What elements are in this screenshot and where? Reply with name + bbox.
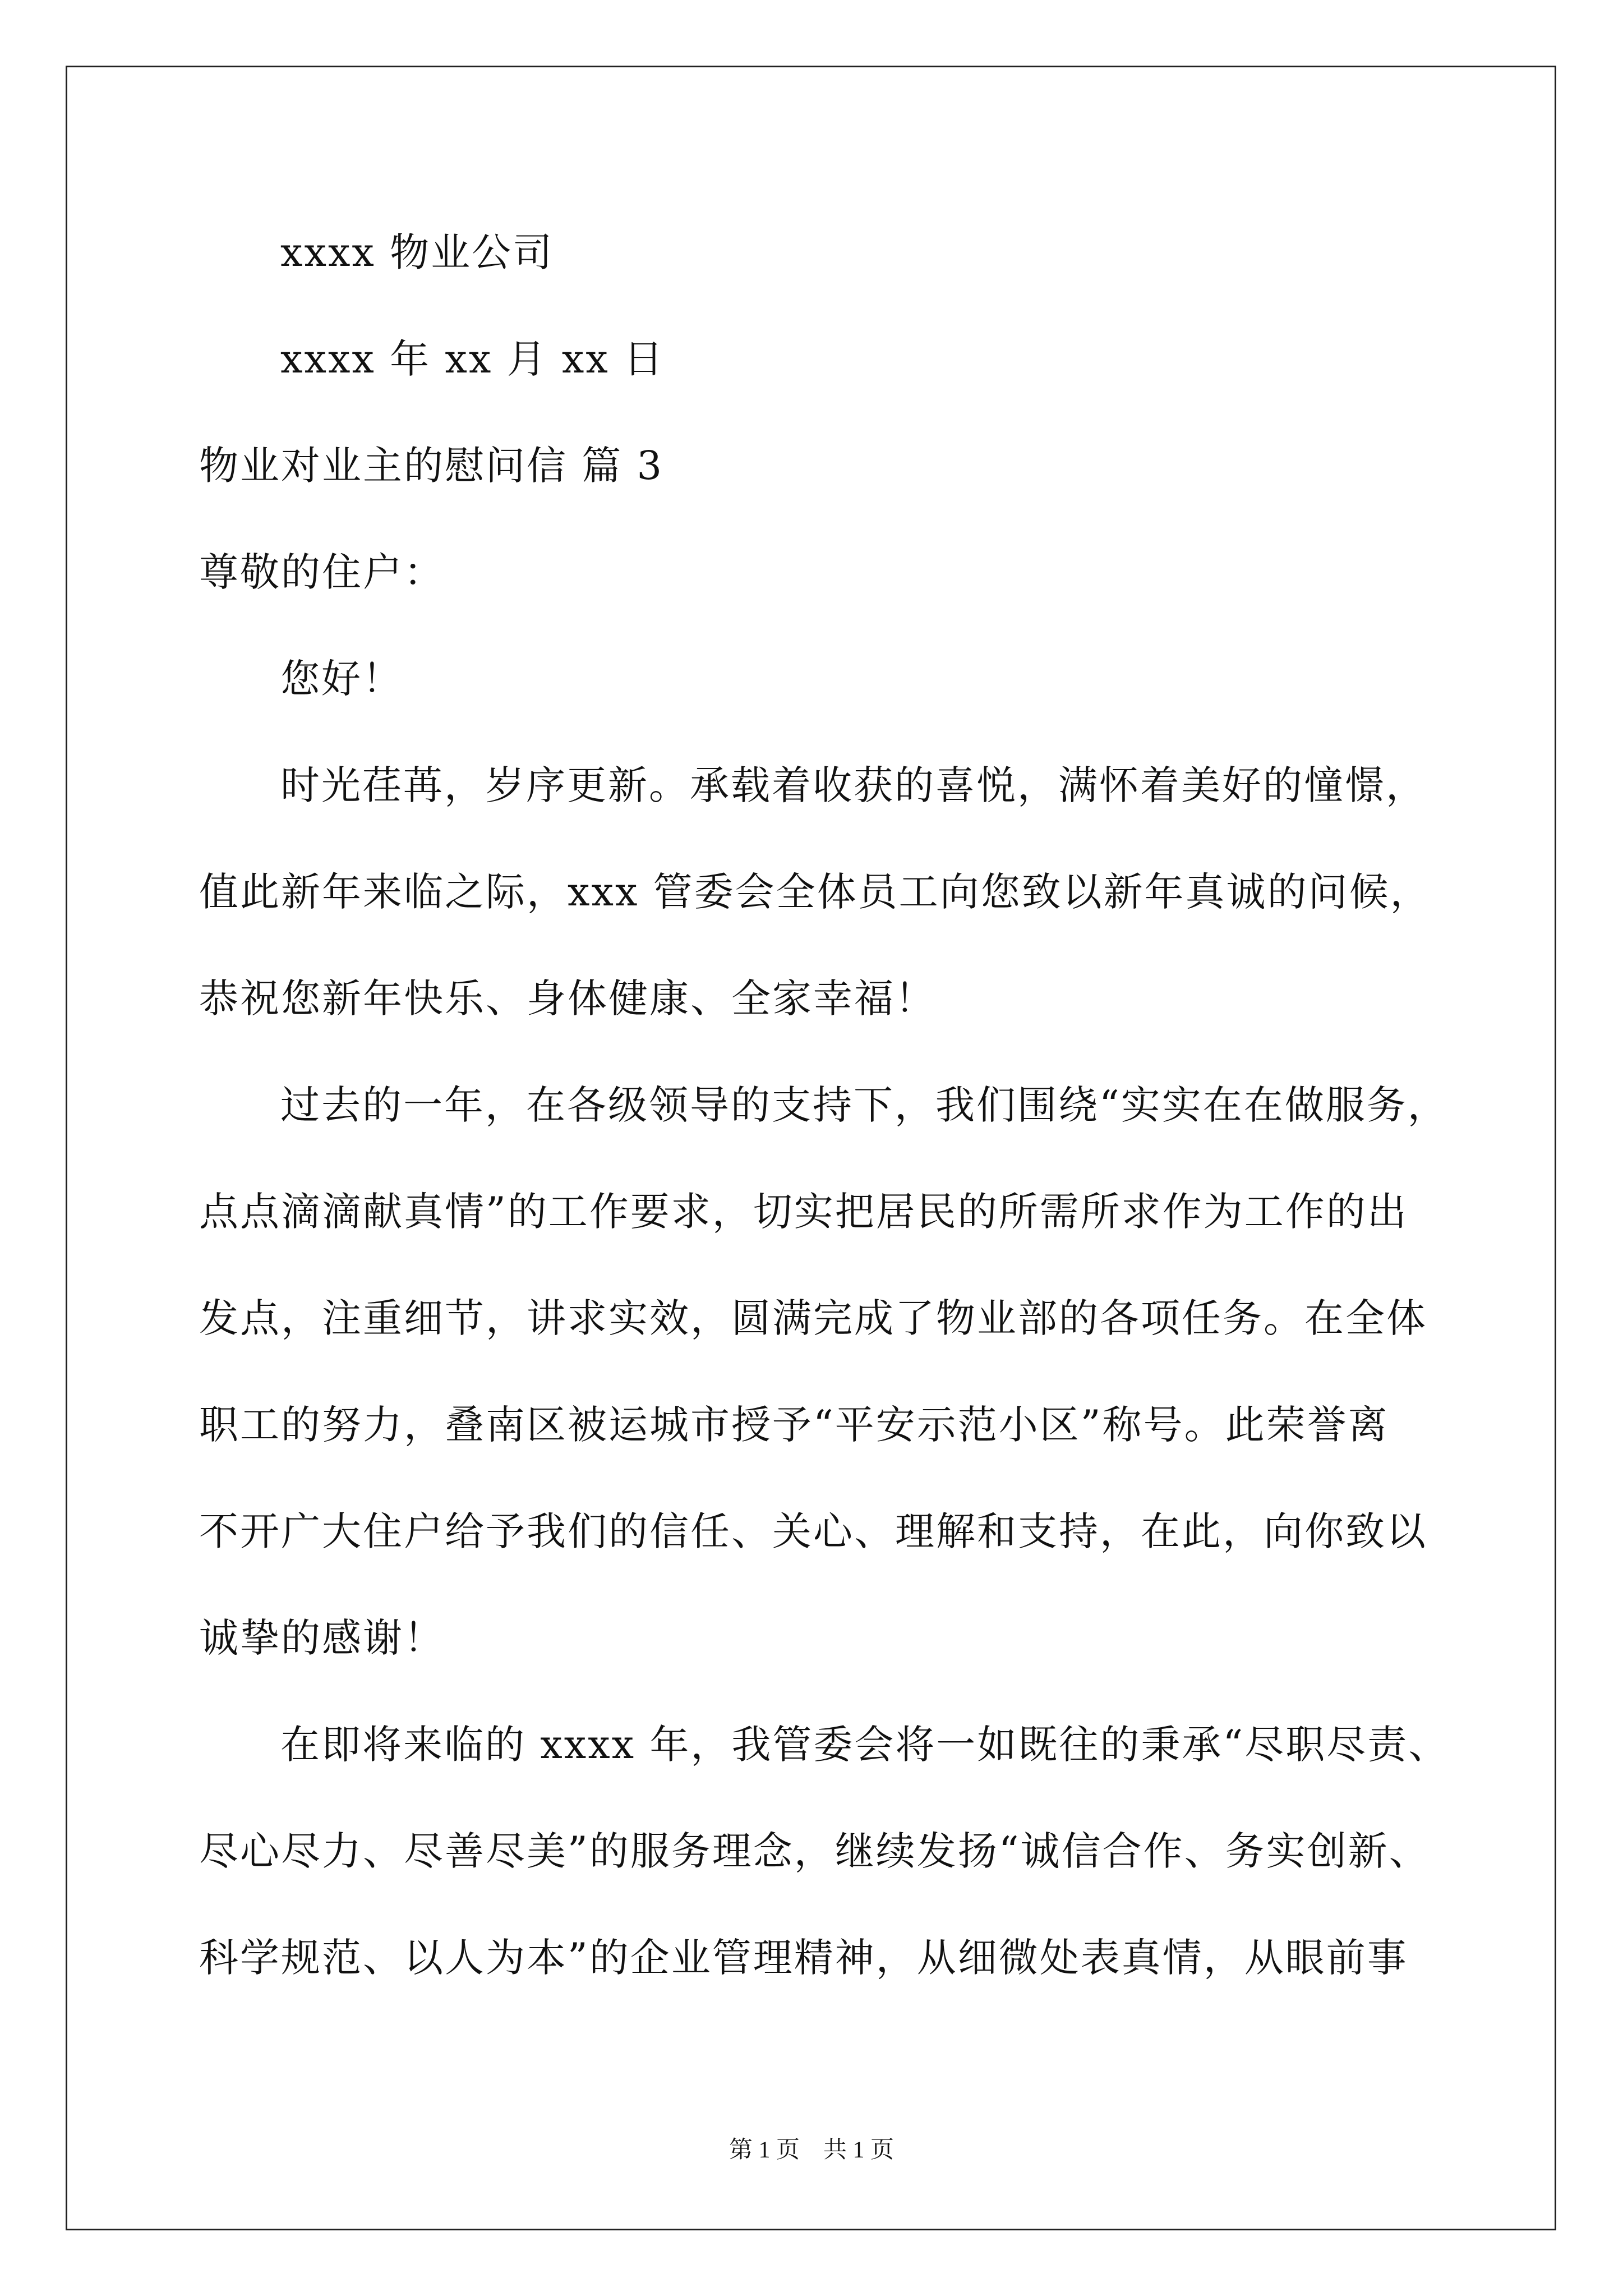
salutation: 尊敬的住户： — [199, 549, 445, 595]
body-line: 在即将来临的 xxxx 年，我管委会将一如既往的秉承“尽职尽责、 — [280, 1722, 1450, 1768]
page-border — [66, 66, 1556, 2230]
date-signature: xxxx 年 xx 月 xx 日 — [280, 336, 665, 382]
company-signature: xxxx 物业公司 — [280, 229, 554, 275]
body-line: 发点，注重细节，讲求实效，圆满完成了物业部的各项任务。在全体 — [199, 1295, 1427, 1341]
body-line: 点点滴滴献真情”的工作要求，切实把居民的所需所求作为工作的出 — [199, 1189, 1408, 1235]
body-line: 不开广大住户给予我们的信任、关心、理解和支持，在此，向你致以 — [199, 1508, 1427, 1554]
page-number-footer: 第 1 页 共 1 页 — [728, 2137, 894, 2163]
greeting: 您好！ — [280, 656, 403, 702]
body-line: 尽心尽力、尽善尽美”的服务理念，继续发扬“诚信合作、务实创新、 — [199, 1828, 1430, 1874]
body-line: 恭祝您新年快乐、身体健康、全家幸福！ — [199, 976, 936, 1022]
body-line: 科学规范、以人为本”的企业管理精神，从细微处表真情，从眼前事 — [199, 1935, 1408, 1981]
body-line: 过去的一年，在各级领导的支持下，我们围绕“实实在在做服务， — [280, 1082, 1449, 1128]
body-line: 职工的努力，叠南区被运城市授予“平安示范小区”称号。此荣誉离 — [199, 1402, 1389, 1448]
body-line: 诚挚的感谢！ — [199, 1615, 445, 1661]
body-line: 时光荏苒，岁序更新。承载着收获的喜悦，满怀着美好的憧憬， — [280, 762, 1427, 808]
body-line: 值此新年来临之际，xxx 管委会全体员工向您致以新年真诚的问候， — [199, 869, 1431, 915]
section-title: 物业对业主的慰问信 篇 3 — [199, 443, 664, 489]
